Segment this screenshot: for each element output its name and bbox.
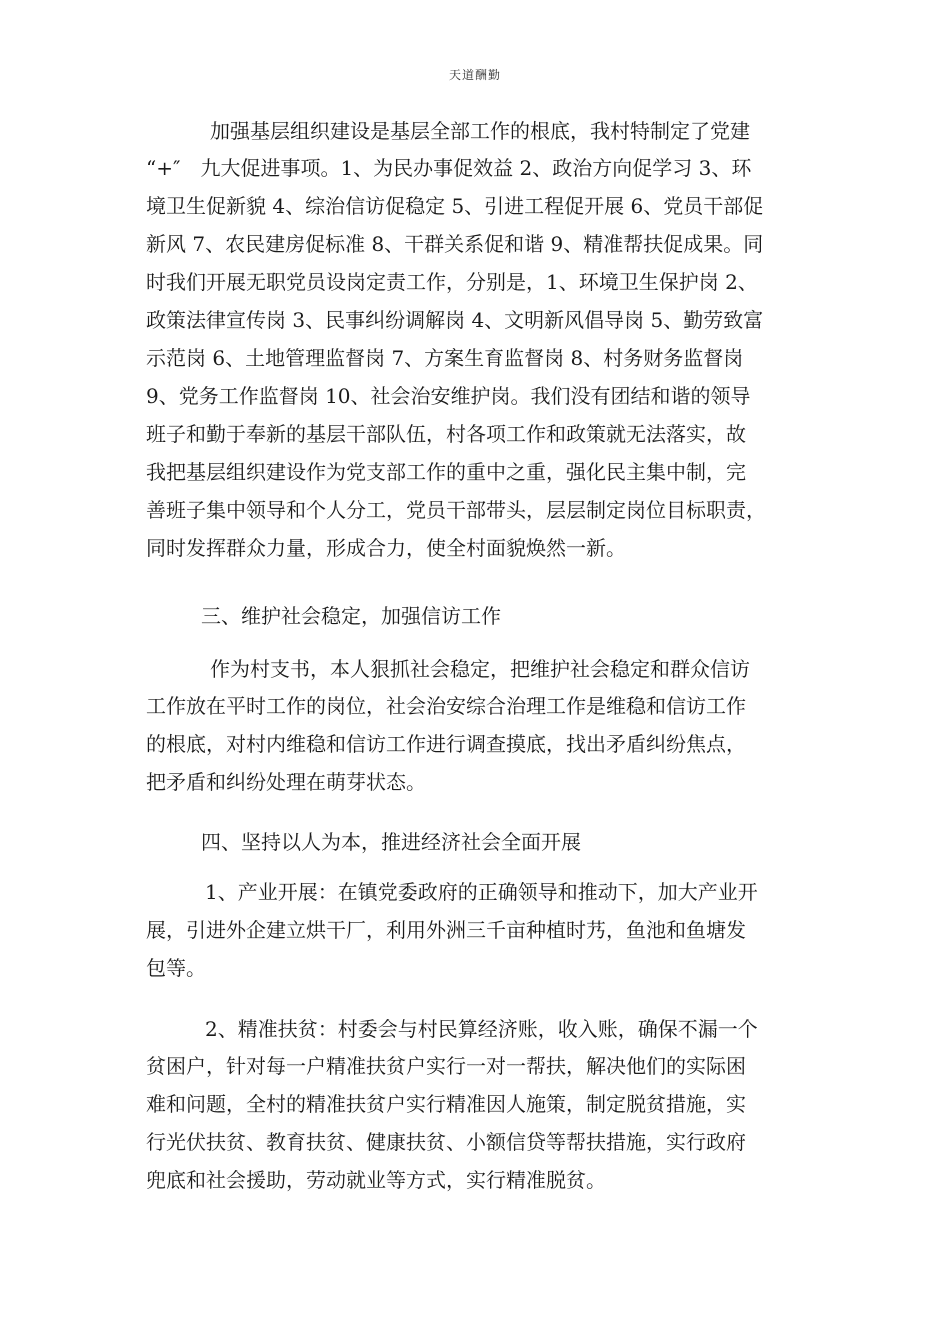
paragraph-1-line: 示范岗 6、土地管理监督岗 7、方案生育监督岗 8、村务财务监督岗 — [146, 346, 744, 370]
paragraph-1-line: 善班子集中领导和个人分工，党员干部带头，层层制定岗位目标职责， — [146, 498, 766, 522]
paragraph-4-line: 难和问题，全村的精准扶贫户实行精准因人施策，制定脱贫措施，实 — [146, 1092, 746, 1116]
section-3-heading: 三、维护社会稳定，加强信访工作 — [201, 604, 501, 628]
paragraph-2-line: 的根底，对村内维稳和信访工作进行调查摸底，找出矛盾纠纷焦点， — [146, 732, 746, 756]
section-4-heading: 四、坚持以人为本，推进经济社会全面开展 — [201, 830, 581, 854]
paragraph-4-line: 2、精准扶贫：村委会与村民算经济账，收入账，确保不漏一个 — [205, 1017, 758, 1041]
paragraph-4-line: 贫困户，针对每一户精准扶贫户实行一对一帮扶，解决他们的实际困 — [146, 1054, 746, 1078]
paragraph-1-line: 班子和勤于奉新的基层干部队伍，村各项工作和政策就无法落实，故 — [146, 422, 746, 446]
paragraph-2-line: 作为村支书，本人狠抓社会稳定，把维护社会稳定和群众信访 — [210, 657, 750, 681]
paragraph-1-line: 时我们开展无职党员设岗定责工作，分别是，1、环境卫生保护岗 2、 — [146, 270, 758, 294]
paragraph-1-line: 境卫生促新貌 4、综治信访促稳定 5、引进工程促开展 6、党员干部促 — [146, 194, 764, 218]
paragraph-1-line: 我把基层组织建设作为党支部工作的重中之重，强化民主集中制，完 — [146, 460, 746, 484]
paragraph-2-line: 把矛盾和纠纷处理在萌芽状态。 — [146, 770, 426, 794]
paragraph-1-line: 同时发挥群众力量，形成合力，使全村面貌焕然一新。 — [146, 536, 626, 560]
page-header: 天道酬勤 — [448, 68, 501, 82]
paragraph-1-line: 9、党务工作监督岗 10、社会治安维护岗。我们没有团结和谐的领导 — [146, 384, 751, 408]
paragraph-3-line: 展，引进外企建立烘干厂，利用外洲三千亩种植时艿，鱼池和鱼塘发 — [146, 918, 746, 942]
paragraph-1-line: 新风 7、农民建房促标准 8、干群关系促和谐 9、精准帮扶促成果。同 — [146, 232, 764, 256]
paragraph-3-line: 包等。 — [146, 956, 206, 980]
paragraph-2-line: 工作放在平时工作的岗位，社会治安综合治理工作是维稳和信访工作 — [146, 694, 746, 718]
paragraph-1-line: 加强基层组织建设是基层全部工作的根底，我村特制定了党建 — [210, 119, 750, 143]
paragraph-4-line: 行光伏扶贫、教育扶贫、健康扶贫、小额信贷等帮扶措施，实行政府 — [146, 1130, 746, 1154]
paragraph-1-line: 政策法律宣传岗 3、民事纠纷调解岗 4、文明新风倡导岗 5、勤劳致富 — [146, 308, 764, 332]
paragraph-4-line: 兜底和社会援助，劳动就业等方式，实行精准脱贫。 — [146, 1168, 606, 1192]
paragraph-3-line: 1、产业开展：在镇党委政府的正确领导和推动下，加大产业开 — [205, 880, 758, 904]
paragraph-1-line: “+″ 九大促进事项。1、为民办事促效益 2、政治方向促学习 3、环 — [146, 156, 752, 180]
